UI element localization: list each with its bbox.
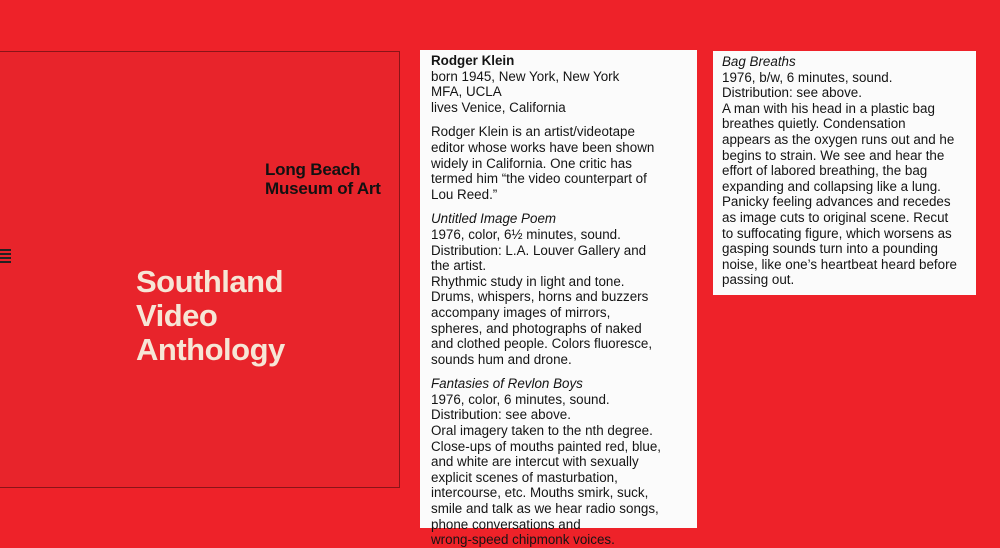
work-line: as image cuts to original scene. Recut bbox=[722, 209, 949, 225]
work-line: and white are intercut with sexually bbox=[431, 454, 639, 470]
work-line: spheres, and photographs of naked bbox=[431, 320, 642, 336]
work-line: Distribution: L.A. Louver Gallery and bbox=[431, 242, 647, 258]
museum-name-line: Museum of Art bbox=[265, 179, 381, 198]
work-line: begins to strain. We see and hear the bbox=[722, 147, 945, 163]
work-line: and clothed people. Colors fluoresce, bbox=[431, 336, 653, 352]
work-line: the artist. bbox=[431, 258, 487, 274]
catalog-title-line: Anthology bbox=[136, 332, 285, 367]
catalog-title-line: Video bbox=[136, 298, 218, 333]
work-title: Bag Breaths bbox=[722, 54, 796, 69]
bar-mark-icon bbox=[0, 249, 11, 265]
work-line: accompany images of mirrors, bbox=[431, 304, 611, 320]
work-line: Distribution: see above. bbox=[431, 407, 571, 423]
work-line: 1976, b/w, 6 minutes, sound. bbox=[722, 69, 893, 85]
work-line: intercourse, etc. Mouths smirk, suck, bbox=[431, 485, 649, 501]
museum-name bbox=[265, 160, 381, 198]
work-line: passing out. bbox=[722, 272, 795, 288]
work-line: phone conversations and bbox=[431, 516, 581, 532]
artist-name: Rodger Klein bbox=[431, 53, 515, 68]
artist-born: born 1945, New York, New York bbox=[431, 68, 620, 84]
work-line: 1976, color, 6 minutes, sound. bbox=[431, 391, 610, 407]
catalog-title bbox=[136, 265, 285, 367]
work-line: explicit scenes of masturbation, bbox=[431, 469, 618, 485]
work-line: Drums, whispers, horns and buzzers bbox=[431, 289, 649, 305]
catalog-cover bbox=[0, 51, 400, 488]
bio-line: Rodger Klein is an artist/videotape bbox=[431, 124, 635, 140]
work-line: 1976, color, 6½ minutes, sound. bbox=[431, 226, 621, 242]
museum-name-line: Long Beach bbox=[265, 160, 361, 179]
work-line: smile and talk as we hear radio songs, bbox=[431, 501, 659, 517]
work-entry bbox=[431, 376, 689, 548]
work-line: Rhythmic study in light and tone. bbox=[431, 273, 625, 289]
work-line: Oral imagery taken to the nth degree. bbox=[431, 423, 653, 439]
work-line: expanding and collapsing like a lung. bbox=[722, 178, 941, 194]
bio-line: widely in California. One critic has bbox=[431, 155, 632, 171]
work-line: breathes quietly. Condensation bbox=[722, 116, 906, 132]
artist-bio bbox=[431, 124, 689, 202]
work-line: Panicky feeling advances and recedes bbox=[722, 194, 951, 210]
work-line: effort of labored breathing, the bag bbox=[722, 163, 928, 179]
bio-line: editor whose works have been shown bbox=[431, 139, 655, 155]
artist-lives: lives Venice, California bbox=[431, 99, 566, 115]
catalog-title-line: Southland bbox=[136, 264, 284, 299]
work-title: Fantasies of Revlon Boys bbox=[431, 376, 583, 392]
artist-panel bbox=[420, 50, 697, 548]
work-line: Distribution: see above. bbox=[722, 85, 862, 101]
work-line: sounds hum and drone. bbox=[431, 351, 572, 367]
artist-degree: MFA, UCLA bbox=[431, 84, 502, 100]
work-line: noise, like one’s heartbeat heard before bbox=[722, 256, 957, 272]
work-line: to suffocating figure, which worsens as bbox=[722, 225, 952, 241]
work-line: appears as the oxygen runs out and he bbox=[722, 131, 955, 147]
work-line: Close-ups of mouths painted red, blue, bbox=[431, 438, 662, 454]
work-line: gasping sounds turn into a pounding bbox=[722, 241, 938, 257]
work-title: Untitled Image Poem bbox=[431, 211, 557, 227]
work-line: wrong-speed chipmonk voices. bbox=[431, 532, 615, 548]
bio-line: termed him “the video counterpart of bbox=[431, 171, 647, 187]
work-line: A man with his head in a plastic bag bbox=[722, 100, 935, 116]
bio-line: Lou Reed.” bbox=[431, 186, 498, 202]
work-entry bbox=[431, 211, 689, 367]
work-panel bbox=[713, 51, 976, 295]
